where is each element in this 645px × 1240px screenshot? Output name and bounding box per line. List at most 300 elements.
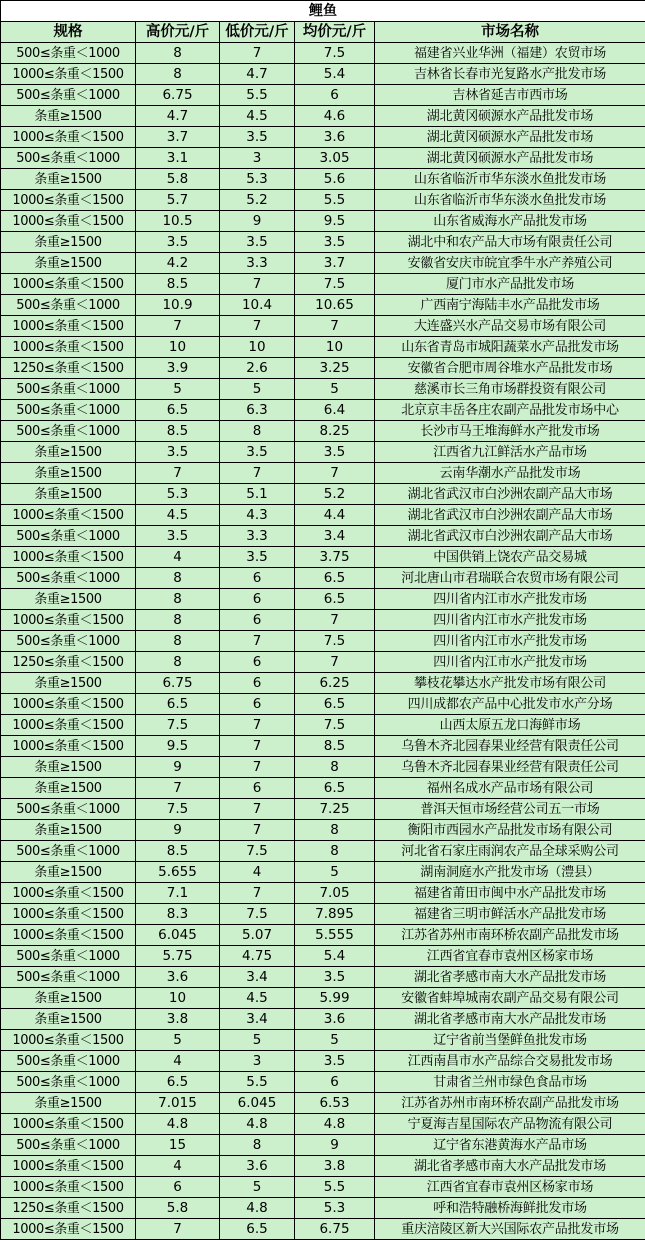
cell-market-name: 河北省石家庄雨润农产品全球采购公司 — [375, 841, 645, 862]
cell-high-price: 3.8 — [136, 1009, 220, 1030]
cell-high-price: 7.5 — [136, 799, 220, 820]
cell-avg-price: 6.53 — [295, 1093, 375, 1114]
cell-high-price: 7.5 — [136, 715, 220, 736]
cell-avg-price: 10.65 — [295, 295, 375, 316]
cell-low-price: 4.75 — [220, 946, 295, 967]
cell-high-price: 10 — [136, 337, 220, 358]
table-row — [1, 652, 645, 673]
table-title: 鲤鱼 — [1, 1, 645, 22]
cell-avg-price: 5.3 — [295, 1198, 375, 1219]
cell-high-price: 6.5 — [136, 694, 220, 715]
cell-low-price: 7 — [220, 883, 295, 904]
cell-market-name: 四川省内江市水产批发市场 — [375, 610, 645, 631]
cell-high-price: 6.5 — [136, 400, 220, 421]
cell-market-name: 衡阳市西园水产品批发市场有限公司 — [375, 820, 645, 841]
cell-spec: 1000≤条重＜1500 — [1, 337, 136, 358]
cell-high-price: 8.3 — [136, 904, 220, 925]
cell-avg-price: 6.4 — [295, 400, 375, 421]
cell-avg-price: 5.4 — [295, 64, 375, 85]
cell-market-name: 福建省兴业华洲（福建）农贸市场 — [375, 43, 645, 64]
cell-spec: 1000≤条重＜1500 — [1, 1177, 136, 1198]
cell-market-name: 呼和浩特融桥海鲜批发市场 — [375, 1198, 645, 1219]
cell-high-price: 4.2 — [136, 253, 220, 274]
table-row — [1, 85, 645, 106]
cell-high-price: 4.7 — [136, 106, 220, 127]
table-row — [1, 253, 645, 274]
table-row — [1, 484, 645, 505]
table-row — [1, 1198, 645, 1219]
cell-market-name: 攀枝花攀达水产批发市场有限公司 — [375, 673, 645, 694]
table-row — [1, 64, 645, 85]
table-row — [1, 862, 645, 883]
cell-market-name: 宁夏海吉星国际农产品物流有限公司 — [375, 1114, 645, 1135]
cell-avg-price: 7.5 — [295, 631, 375, 652]
cell-spec: 1000≤条重＜1500 — [1, 715, 136, 736]
cell-avg-price: 3.5 — [295, 967, 375, 988]
table-row — [1, 589, 645, 610]
cell-low-price: 6 — [220, 673, 295, 694]
table-row — [1, 1114, 645, 1135]
cell-spec: 1000≤条重＜1500 — [1, 1030, 136, 1051]
table-row — [1, 1072, 645, 1093]
cell-low-price: 3.4 — [220, 967, 295, 988]
cell-market-name: 湖北黄冈硕源水产品批发市场 — [375, 127, 645, 148]
cell-avg-price: 6.5 — [295, 778, 375, 799]
cell-market-name: 山东省临沂市华东淡水鱼批发市场 — [375, 190, 645, 211]
cell-market-name: 江西省宜春市袁州区杨家市场 — [375, 1177, 645, 1198]
cell-avg-price: 7 — [295, 463, 375, 484]
cell-spec: 1000≤条重＜1500 — [1, 925, 136, 946]
cell-avg-price: 6 — [295, 85, 375, 106]
cell-market-name: 湖北黄冈硕源水产品批发市场 — [375, 148, 645, 169]
cell-market-name: 山西太原五龙口海鲜市场 — [375, 715, 645, 736]
cell-low-price: 3.5 — [220, 547, 295, 568]
cell-low-price: 5.1 — [220, 484, 295, 505]
cell-market-name: 湖北黄冈硕源水产品批发市场 — [375, 106, 645, 127]
cell-high-price: 10.5 — [136, 211, 220, 232]
cell-market-name: 甘肃省兰州市绿色食品市场 — [375, 1072, 645, 1093]
table-row — [1, 106, 645, 127]
cell-high-price: 6.045 — [136, 925, 220, 946]
cell-market-name: 湖北中和农产品大市场有限责任公司 — [375, 232, 645, 253]
cell-spec: 条重≥1500 — [1, 862, 136, 883]
cell-market-name: 厦门市水产品批发市场 — [375, 274, 645, 295]
header-spec: 规格 — [1, 22, 136, 43]
cell-avg-price: 3.8 — [295, 1156, 375, 1177]
cell-market-name: 中国供销上饶农产品交易城 — [375, 547, 645, 568]
table-row — [1, 400, 645, 421]
cell-market-name: 江西省宜春市袁州区杨家市场 — [375, 946, 645, 967]
cell-spec: 500≤条重＜1000 — [1, 148, 136, 169]
cell-high-price: 8 — [136, 589, 220, 610]
cell-spec: 条重≥1500 — [1, 1009, 136, 1030]
cell-avg-price: 8 — [295, 841, 375, 862]
cell-high-price: 3.5 — [136, 232, 220, 253]
cell-market-name: 湖北省孝感市南大水产品批发市场 — [375, 967, 645, 988]
cell-high-price: 5.655 — [136, 862, 220, 883]
cell-high-price: 4 — [136, 1051, 220, 1072]
cell-high-price: 3.7 — [136, 127, 220, 148]
cell-spec: 1250≤条重＜1500 — [1, 652, 136, 673]
cell-market-name: 江西南昌市水产品综合交易批发市场 — [375, 1051, 645, 1072]
cell-low-price: 7 — [220, 757, 295, 778]
cell-high-price: 8 — [136, 652, 220, 673]
cell-low-price: 4.5 — [220, 988, 295, 1009]
cell-market-name: 四川省内江市水产批发市场 — [375, 631, 645, 652]
cell-spec: 1000≤条重＜1500 — [1, 1114, 136, 1135]
table-row — [1, 43, 645, 64]
cell-avg-price: 7.895 — [295, 904, 375, 925]
cell-spec: 1000≤条重＜1500 — [1, 1219, 136, 1240]
cell-market-name: 吉林省长春市光复路水产批发市场 — [375, 64, 645, 85]
cell-low-price: 3.3 — [220, 253, 295, 274]
cell-low-price: 5.3 — [220, 169, 295, 190]
cell-high-price: 8 — [136, 610, 220, 631]
cell-low-price: 3.5 — [220, 232, 295, 253]
cell-avg-price: 6.5 — [295, 568, 375, 589]
cell-low-price: 7 — [220, 736, 295, 757]
table-row — [1, 1093, 645, 1114]
cell-market-name: 乌鲁木齐北园春果业经营有限责任公司 — [375, 736, 645, 757]
cell-avg-price: 5.99 — [295, 988, 375, 1009]
cell-high-price: 6.75 — [136, 85, 220, 106]
cell-spec: 500≤条重＜1000 — [1, 631, 136, 652]
cell-market-name: 四川成都农产品中心批发市水产分场 — [375, 694, 645, 715]
cell-spec: 500≤条重＜1000 — [1, 1072, 136, 1093]
table-row — [1, 715, 645, 736]
cell-low-price: 3.3 — [220, 526, 295, 547]
cell-market-name: 乌鲁木齐北园春果业经营有限责任公司 — [375, 757, 645, 778]
cell-low-price: 3.4 — [220, 1009, 295, 1030]
cell-high-price: 8.5 — [136, 274, 220, 295]
cell-market-name: 吉林省延吉市西市场 — [375, 85, 645, 106]
cell-spec: 条重≥1500 — [1, 988, 136, 1009]
cell-market-name: 湖南洞庭水产批发市场（澧县） — [375, 862, 645, 883]
cell-low-price: 9 — [220, 211, 295, 232]
cell-market-name: 广西南宁海陆丰水产品批发市场 — [375, 295, 645, 316]
cell-low-price: 5 — [220, 379, 295, 400]
cell-avg-price: 6.5 — [295, 694, 375, 715]
table-row — [1, 442, 645, 463]
cell-market-name: 安徽省合肥市周谷堆水产品批发市场 — [375, 358, 645, 379]
cell-low-price: 4.8 — [220, 1198, 295, 1219]
table-row — [1, 967, 645, 988]
cell-low-price: 6.5 — [220, 1219, 295, 1240]
cell-avg-price: 8 — [295, 820, 375, 841]
cell-avg-price: 3.6 — [295, 1009, 375, 1030]
table-row — [1, 1051, 645, 1072]
cell-avg-price: 5 — [295, 379, 375, 400]
cell-low-price: 2.6 — [220, 358, 295, 379]
table-row — [1, 379, 645, 400]
cell-market-name: 北京京丰岳各庄农副产品批发市场中心 — [375, 400, 645, 421]
cell-market-name: 山东省青岛市城阳蔬菜水产品批发市场 — [375, 337, 645, 358]
cell-market-name: 四川省内江市水产批发市场 — [375, 589, 645, 610]
cell-low-price: 7 — [220, 799, 295, 820]
table-row — [1, 190, 645, 211]
cell-market-name: 河北唐山市君瑞联合农贸市场有限公司 — [375, 568, 645, 589]
cell-spec: 条重≥1500 — [1, 169, 136, 190]
cell-high-price: 15 — [136, 1135, 220, 1156]
table-row — [1, 1030, 645, 1051]
cell-low-price: 7.5 — [220, 904, 295, 925]
cell-high-price: 4 — [136, 1156, 220, 1177]
cell-high-price: 7.015 — [136, 1093, 220, 1114]
table-row — [1, 1177, 645, 1198]
cell-market-name: 湖北省孝感市南大水产品批发市场 — [375, 1156, 645, 1177]
cell-avg-price: 5.4 — [295, 946, 375, 967]
table-row — [1, 274, 645, 295]
cell-avg-price: 3.5 — [295, 232, 375, 253]
cell-high-price: 3.6 — [136, 967, 220, 988]
cell-high-price: 8 — [136, 568, 220, 589]
cell-low-price: 4.8 — [220, 1114, 295, 1135]
cell-market-name: 江苏省苏州市南环桥农副产品批发市场 — [375, 1093, 645, 1114]
cell-spec: 1000≤条重＜1500 — [1, 64, 136, 85]
cell-spec: 1000≤条重＜1500 — [1, 904, 136, 925]
cell-low-price: 3 — [220, 148, 295, 169]
cell-spec: 条重≥1500 — [1, 106, 136, 127]
cell-high-price: 6 — [136, 1177, 220, 1198]
title-row — [1, 1, 645, 22]
cell-spec: 500≤条重＜1000 — [1, 967, 136, 988]
cell-spec: 1000≤条重＜1500 — [1, 505, 136, 526]
cell-spec: 1000≤条重＜1500 — [1, 694, 136, 715]
cell-low-price: 7 — [220, 316, 295, 337]
cell-low-price: 4.7 — [220, 64, 295, 85]
cell-high-price: 6.75 — [136, 673, 220, 694]
cell-high-price: 5.7 — [136, 190, 220, 211]
cell-market-name: 安徽省蚌埠城南农副产品交易有限公司 — [375, 988, 645, 1009]
cell-high-price: 9.5 — [136, 736, 220, 757]
cell-avg-price: 3.5 — [295, 1051, 375, 1072]
cell-high-price: 5.8 — [136, 169, 220, 190]
cell-spec: 500≤条重＜1000 — [1, 379, 136, 400]
cell-market-name: 江西省九江鲜活水产品市场 — [375, 442, 645, 463]
cell-avg-price: 3.6 — [295, 127, 375, 148]
cell-spec: 1000≤条重＜1500 — [1, 547, 136, 568]
cell-low-price: 5.07 — [220, 925, 295, 946]
cell-avg-price: 6.5 — [295, 589, 375, 610]
cell-market-name: 福建省莆田市闽中水产品批发市场 — [375, 883, 645, 904]
cell-high-price: 8.5 — [136, 841, 220, 862]
cell-avg-price: 7 — [295, 316, 375, 337]
cell-high-price: 8 — [136, 631, 220, 652]
table-row — [1, 211, 645, 232]
table-row — [1, 526, 645, 547]
table-row — [1, 148, 645, 169]
cell-spec: 1000≤条重＜1500 — [1, 316, 136, 337]
cell-avg-price: 7.05 — [295, 883, 375, 904]
cell-spec: 500≤条重＜1000 — [1, 85, 136, 106]
cell-low-price: 5.5 — [220, 85, 295, 106]
cell-spec: 条重≥1500 — [1, 463, 136, 484]
cell-spec: 1000≤条重＜1500 — [1, 274, 136, 295]
cell-avg-price: 5.5 — [295, 190, 375, 211]
cell-low-price: 6 — [220, 589, 295, 610]
cell-high-price: 7 — [136, 1219, 220, 1240]
cell-market-name: 安徽省安庆市皖宜季牛水产养殖公司 — [375, 253, 645, 274]
cell-market-name: 湖北省武汉市白沙洲农副产品大市场 — [375, 484, 645, 505]
cell-low-price: 6 — [220, 610, 295, 631]
cell-market-name: 湖北省孝感市南大水产品批发市场 — [375, 1009, 645, 1030]
cell-low-price: 5.5 — [220, 1072, 295, 1093]
table-row — [1, 925, 645, 946]
cell-avg-price: 3.25 — [295, 358, 375, 379]
cell-high-price: 10.9 — [136, 295, 220, 316]
cell-market-name: 湖北省武汉市白沙洲农副产品大市场 — [375, 505, 645, 526]
cell-avg-price: 5.5 — [295, 1177, 375, 1198]
cell-low-price: 7.5 — [220, 841, 295, 862]
cell-avg-price: 9 — [295, 1135, 375, 1156]
table-row — [1, 841, 645, 862]
cell-high-price: 8 — [136, 64, 220, 85]
table-row — [1, 1135, 645, 1156]
cell-spec: 500≤条重＜1000 — [1, 1135, 136, 1156]
cell-high-price: 8.5 — [136, 421, 220, 442]
cell-low-price: 7 — [220, 631, 295, 652]
cell-high-price: 7.1 — [136, 883, 220, 904]
cell-low-price: 5 — [220, 1177, 295, 1198]
cell-avg-price: 4.6 — [295, 106, 375, 127]
cell-avg-price: 7.5 — [295, 274, 375, 295]
cell-market-name: 辽宁省东港黄海水产品市场 — [375, 1135, 645, 1156]
cell-high-price: 7 — [136, 316, 220, 337]
cell-market-name: 长沙市马王堆海鲜水产批发市场 — [375, 421, 645, 442]
cell-high-price: 5.75 — [136, 946, 220, 967]
cell-spec: 条重≥1500 — [1, 1093, 136, 1114]
cell-low-price: 6.045 — [220, 1093, 295, 1114]
cell-spec: 500≤条重＜1000 — [1, 568, 136, 589]
table-row — [1, 232, 645, 253]
cell-avg-price: 5.555 — [295, 925, 375, 946]
cell-spec: 条重≥1500 — [1, 232, 136, 253]
cell-market-name: 四川省内江市水产批发市场 — [375, 652, 645, 673]
table-row — [1, 547, 645, 568]
cell-spec: 1000≤条重＜1500 — [1, 127, 136, 148]
cell-low-price: 5.2 — [220, 190, 295, 211]
cell-market-name: 云南华潮水产品批发市场 — [375, 463, 645, 484]
cell-market-name: 慈溪市长三角市场群投资有限公司 — [375, 379, 645, 400]
cell-low-price: 7 — [220, 463, 295, 484]
cell-avg-price: 6 — [295, 1072, 375, 1093]
table-row — [1, 757, 645, 778]
cell-spec: 1000≤条重＜1500 — [1, 211, 136, 232]
header-avg-price: 均价元/斤 — [295, 22, 375, 43]
table-row — [1, 778, 645, 799]
cell-market-name: 福建省三明市鲜活水产品批发市场 — [375, 904, 645, 925]
cell-spec: 条重≥1500 — [1, 589, 136, 610]
table-row — [1, 799, 645, 820]
cell-high-price: 3.5 — [136, 526, 220, 547]
cell-spec: 1000≤条重＜1500 — [1, 190, 136, 211]
cell-spec: 500≤条重＜1000 — [1, 946, 136, 967]
cell-market-name: 大连盛兴水产品交易市场有限公司 — [375, 316, 645, 337]
table-row — [1, 421, 645, 442]
cell-spec: 500≤条重＜1000 — [1, 421, 136, 442]
cell-high-price: 5 — [136, 379, 220, 400]
table-row — [1, 568, 645, 589]
table-row — [1, 736, 645, 757]
cell-spec: 500≤条重＜1000 — [1, 841, 136, 862]
table-row — [1, 820, 645, 841]
cell-avg-price: 5.2 — [295, 484, 375, 505]
cell-spec: 500≤条重＜1000 — [1, 43, 136, 64]
cell-spec: 条重≥1500 — [1, 673, 136, 694]
cell-avg-price: 3.75 — [295, 547, 375, 568]
cell-avg-price: 4.4 — [295, 505, 375, 526]
cell-spec: 条重≥1500 — [1, 757, 136, 778]
cell-high-price: 3.5 — [136, 442, 220, 463]
cell-avg-price: 3.7 — [295, 253, 375, 274]
cell-avg-price: 10 — [295, 337, 375, 358]
cell-avg-price: 7.25 — [295, 799, 375, 820]
cell-low-price: 6.3 — [220, 400, 295, 421]
cell-low-price: 6 — [220, 652, 295, 673]
cell-spec: 1000≤条重＜1500 — [1, 610, 136, 631]
cell-low-price: 3.5 — [220, 127, 295, 148]
cell-low-price: 4.5 — [220, 106, 295, 127]
cell-avg-price: 5 — [295, 862, 375, 883]
table-row — [1, 904, 645, 925]
table-row — [1, 169, 645, 190]
cell-high-price: 5.8 — [136, 1198, 220, 1219]
table-row — [1, 610, 645, 631]
cell-high-price: 8 — [136, 43, 220, 64]
table-row — [1, 1156, 645, 1177]
cell-low-price: 6 — [220, 568, 295, 589]
cell-high-price: 5 — [136, 1030, 220, 1051]
cell-spec: 500≤条重＜1000 — [1, 400, 136, 421]
header-low-price: 低价元/斤 — [220, 22, 295, 43]
cell-spec: 500≤条重＜1000 — [1, 799, 136, 820]
header-high-price: 高价元/斤 — [136, 22, 220, 43]
cell-spec: 1250≤条重＜1500 — [1, 1198, 136, 1219]
cell-avg-price: 7.5 — [295, 43, 375, 64]
cell-market-name: 湖北省武汉市白沙洲农副产品大市场 — [375, 526, 645, 547]
cell-high-price: 10 — [136, 988, 220, 1009]
cell-market-name: 福州名成水产品市场有限公司 — [375, 778, 645, 799]
cell-avg-price: 3.4 — [295, 526, 375, 547]
cell-high-price: 3.9 — [136, 358, 220, 379]
table-row — [1, 505, 645, 526]
cell-spec: 1000≤条重＜1500 — [1, 736, 136, 757]
table-row — [1, 337, 645, 358]
table-row — [1, 946, 645, 967]
cell-spec: 500≤条重＜1000 — [1, 526, 136, 547]
cell-low-price: 3.5 — [220, 442, 295, 463]
cell-avg-price: 6.75 — [295, 1219, 375, 1240]
cell-spec: 条重≥1500 — [1, 442, 136, 463]
cell-high-price: 4 — [136, 547, 220, 568]
cell-avg-price: 6.25 — [295, 673, 375, 694]
cell-high-price: 5.3 — [136, 484, 220, 505]
table-row — [1, 463, 645, 484]
cell-low-price: 3.6 — [220, 1156, 295, 1177]
table-row — [1, 295, 645, 316]
cell-low-price: 6 — [220, 778, 295, 799]
table-row — [1, 127, 645, 148]
cell-spec: 条重≥1500 — [1, 253, 136, 274]
cell-low-price: 7 — [220, 43, 295, 64]
cell-avg-price: 9.5 — [295, 211, 375, 232]
table-row — [1, 694, 645, 715]
header-market-name: 市场名称 — [375, 22, 645, 43]
table-row — [1, 1009, 645, 1030]
header-row — [1, 22, 645, 43]
cell-avg-price: 5 — [295, 1030, 375, 1051]
cell-avg-price: 7 — [295, 652, 375, 673]
